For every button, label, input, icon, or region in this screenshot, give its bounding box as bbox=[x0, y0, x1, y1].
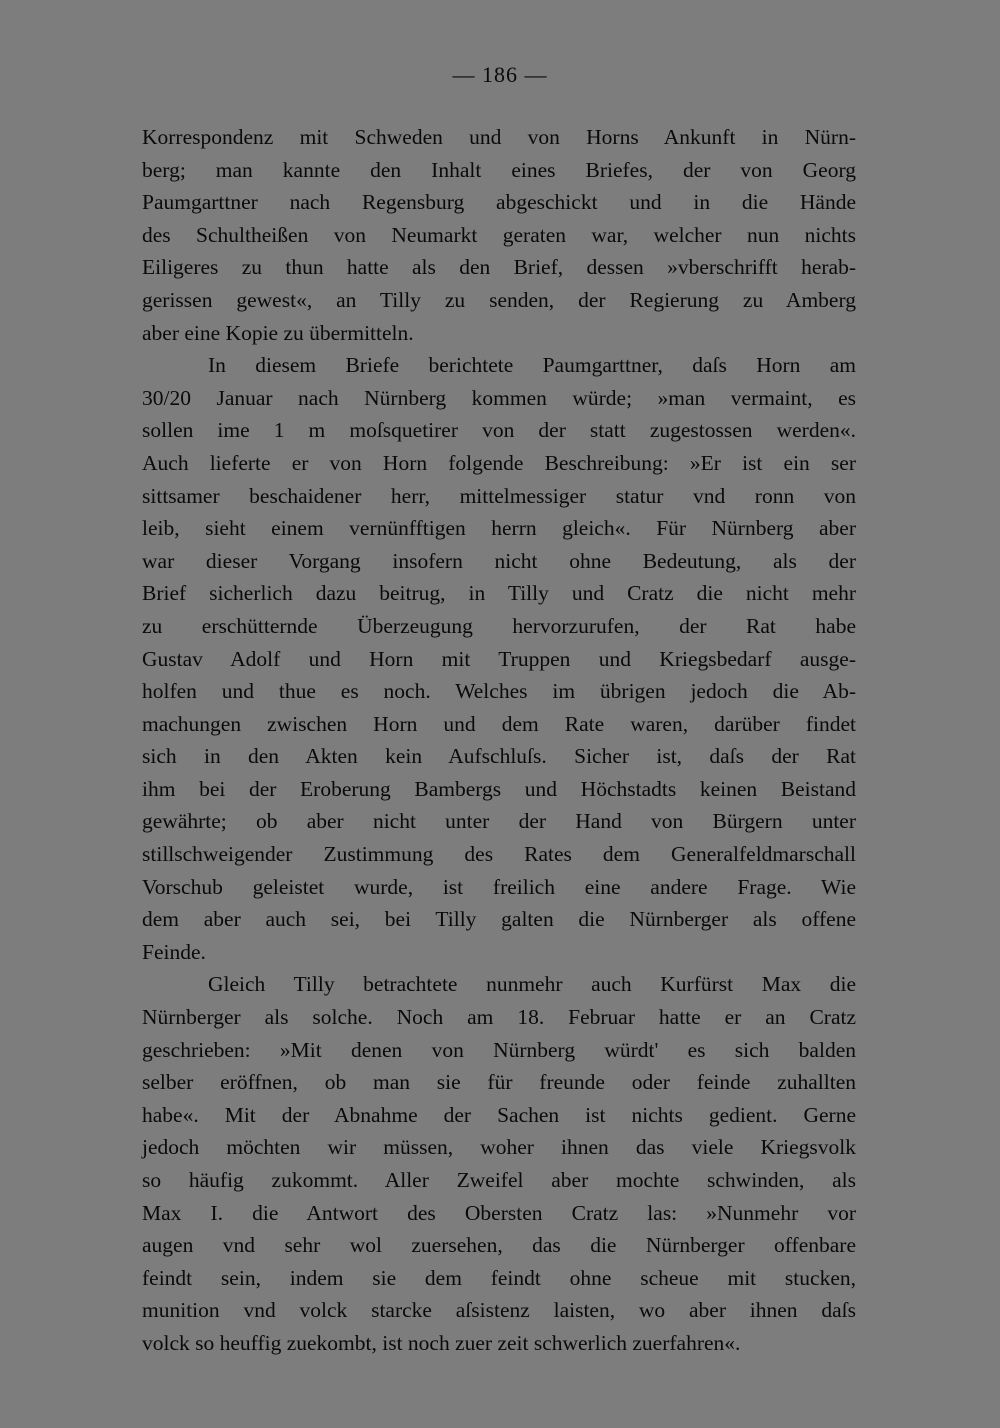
text-line: berg; man kannte den Inhalt eines Briefes, der von Georg bbox=[142, 157, 856, 182]
text-line: zu erschütternde Überzeugung hervorzurufen, der Rat habe bbox=[142, 613, 856, 638]
text-line: Auch lieferte er von Horn folgende Beschreibung: »Er ist ein ser bbox=[142, 450, 856, 475]
paragraph bbox=[142, 121, 856, 349]
text-line: habe«. Mit der Abnahme der Sachen ist nichts gedient. Gerne bbox=[142, 1102, 856, 1127]
text-line: dem aber auch sei, bei Tilly galten die Nürnberger als offene bbox=[142, 907, 856, 932]
text-line: Nürnberger als solche. Noch am 18. Februar hatte er an Cratz bbox=[142, 1005, 856, 1030]
page-number: — 186 — bbox=[452, 62, 548, 87]
text-line: volck so heuffig zuekombt, ist noch zuer zeit schwerlich zuerfahren«. bbox=[142, 1330, 741, 1355]
text-line: leib, sieht einem vernünfftigen herrn gleich«. Für Nürnberg aber bbox=[142, 516, 856, 541]
text-line: gewährte; ob aber nicht unter der Hand von Bürgern unter bbox=[142, 809, 856, 834]
text-line: gerissen gewest«, an Tilly zu senden, der Regierung zu Amberg bbox=[142, 287, 856, 312]
text-line: sich in den Akten kein Aufschluſs. Sicher ist, daſs der Rat bbox=[142, 744, 856, 769]
paragraph bbox=[142, 349, 856, 968]
text-line: In diesem Briefe berichtete Paumgarttner, daſs Horn am bbox=[208, 353, 856, 378]
text-line: Eiligeres zu thun hatte als den Brief, dessen »vberschrifft herab- bbox=[142, 255, 856, 280]
text-line: war dieser Vorgang insofern nicht ohne Bedeutung, als der bbox=[142, 548, 856, 573]
text-line: feindt sein, indem sie dem feindt ohne scheue mit stucken, bbox=[142, 1265, 856, 1290]
body-text bbox=[142, 121, 856, 1360]
text-line: des Schultheißen von Neumarkt geraten war, welcher nun nichts bbox=[142, 222, 856, 247]
text-line: Max I. die Antwort des Obersten Cratz las: »Nunmehr vor bbox=[142, 1200, 856, 1225]
text-line: aber eine Kopie zu übermitteln. bbox=[142, 320, 414, 345]
text-line: augen vnd sehr wol zuersehen, das die Nürnberger offenbare bbox=[142, 1233, 856, 1258]
text-line: 30/20 Januar nach Nürnberg kommen würde; »man vermaint, es bbox=[142, 385, 856, 410]
text-line: Vorschub geleistet wurde, ist freilich eine andere Frage. Wie bbox=[142, 874, 856, 899]
text-line: munition vnd volck starcke aſsistenz laisten, wo aber ihnen daſs bbox=[142, 1298, 856, 1323]
text-line: stillschweigender Zustimmung des Rates dem Generalfeldmarschall bbox=[142, 842, 856, 867]
text-line: Paumgarttner nach Regensburg abgeschickt und in die Hände bbox=[142, 190, 856, 215]
text-line: holfen und thue es noch. Welches im übrigen jedoch die Ab- bbox=[142, 679, 856, 704]
text-line: sollen ime 1 m moſsquetirer von der statt zugestossen werden«. bbox=[142, 418, 856, 443]
text-line: Brief sicherlich dazu beitrug, in Tilly und Cratz die nicht mehr bbox=[142, 581, 856, 606]
text-line: sittsamer beschaidener herr, mittelmessiger statur vnd ronn von bbox=[142, 483, 856, 508]
text-line: geschrieben: »Mit denen von Nürnberg würdt' es sich balden bbox=[142, 1037, 856, 1062]
text-line: ihm bei der Eroberung Bambergs und Höchstadts keinen Beistand bbox=[142, 776, 856, 801]
text-line: Korrespondenz mit Schweden und von Horns Ankunft in Nürn- bbox=[142, 125, 856, 149]
paragraph bbox=[142, 968, 856, 1359]
text-line: jedoch möchten wir müssen, woher ihnen das viele Kriegsvolk bbox=[142, 1135, 856, 1160]
text-line: Gustav Adolf und Horn mit Truppen und Kriegsbedarf ausge- bbox=[142, 646, 856, 671]
text-line: machungen zwischen Horn und dem Rate waren, darüber findet bbox=[142, 711, 856, 736]
text-line: so häufig zukommt. Aller Zweifel aber mochte schwinden, als bbox=[142, 1168, 856, 1192]
text-line: Feinde. bbox=[142, 939, 206, 964]
text-line: selber eröffnen, ob man sie für freunde oder feinde zuhallten bbox=[142, 1070, 856, 1095]
text-line: Gleich Tilly betrachtete nunmehr auch Kurfürst Max die bbox=[208, 972, 856, 997]
